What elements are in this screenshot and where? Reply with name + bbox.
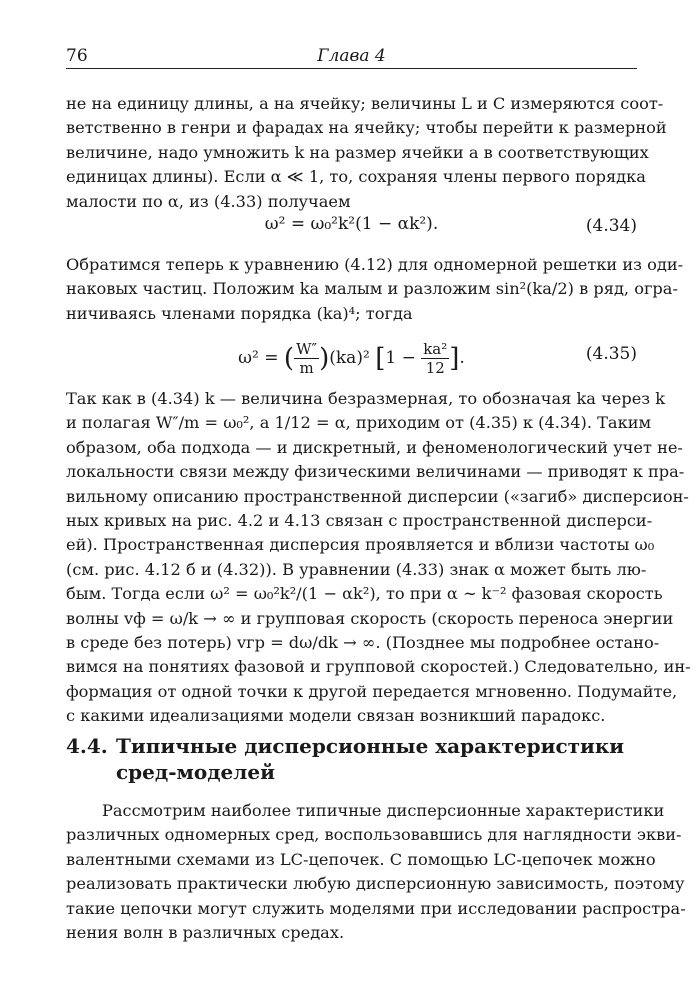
fraction-numerator: W″ [296,340,318,358]
paragraph-1 [66,92,667,214]
text-line: локальности связи между физическими величинами — приводят к пра- [66,462,685,482]
text-line: образом, оба подхода — и дискретный, и феноменологический учет не- [66,437,683,457]
text-line: в среде без потерь) vгр = dω/dk → ∞. (Позднее мы подробнее остано- [66,633,660,653]
fraction-ka2-12 [421,340,449,377]
text-line: такие цепочки могут служить моделями при исследовании распростра- [66,898,686,918]
section-number: 4.4. [66,734,108,758]
text-line: ных кривых на рис. 4.2 и 4.13 связан с пространственной дисперси- [66,511,653,531]
equation-formula: ω² = ( $\frac{W''}{m}$ )(ka)² [1 − $\frac{\text{ka²}}{12}$ ]. [238,340,465,377]
paren-open: ( [283,343,295,374]
equation-formula: ω² = ω₀²k²(1 − αk²). [264,214,439,234]
text-line: различных одномерных сред, воспользовавшись для наглядности экви- [66,825,682,845]
text-line: вильному описанию пространственной дисперсии («загиб» дисперсион- [66,486,689,506]
text-line: единицах длины). Если α ≪ 1, то, сохраняя члены первого порядка [66,167,646,187]
text-line: величине, надо умножить k на размер ячейки a в соответствующих [66,142,649,162]
text-line: формация от одной точки к другой передается мгновенно. Подумайте, [66,681,678,701]
paragraph-2 [66,253,684,326]
paragraph-3 [66,387,691,729]
chapter-title: Глава 4 [317,46,386,66]
eq-lhs: ω² = [238,348,279,368]
text-line: ей). Пространственная дисперсия проявляется и вблизи частоты ω₀ [66,535,655,555]
fraction-numerator: ka² [423,340,448,358]
text-line: ветственно в генри и фарадах на ячейку; чтобы перейти к размерной [66,118,667,138]
paragraph-4 [66,799,686,945]
section-title-line: сред-моделей [116,760,275,784]
text-line: валентными схемами из LC-цепочек. С помощью LC-цепочек можно [66,849,656,869]
equation-4-35 [66,332,637,380]
text-line: нения волн в различных средах. [66,923,345,943]
eq-one-minus: 1 − [385,348,416,368]
fraction-denominator: 12 [425,359,445,377]
text-line: не на единицу длины, а на ячейку; величины L и C измеряются соот- [66,94,664,113]
fraction-w-m [294,340,319,377]
text-line: бым. Тогда если ω² = ω₀²k²/(1 − αk²), то при α ∼ k⁻² фазовая скорость [66,584,663,604]
section-title [116,733,636,785]
equation-4-34 [66,212,637,242]
text-line: (см. рис. 4.12 б и (4.32)). В уравнении (4.33) знак α может быть лю- [66,559,647,579]
page-header [66,46,637,69]
text-line: Так как в (4.34) k — величина безразмерная, то обозначая ka через k [66,389,666,408]
bracket-close: ] [449,343,460,374]
fraction-denominator: m [299,359,314,377]
eq-ka-squared: (ka)² [329,348,370,368]
text-line: с какими идеализациями модели связан возникший парадокс. [66,706,606,726]
section-title-line: Типичные дисперсионные характеристики [116,734,625,758]
bracket-open: [ [375,343,386,374]
text-line: наковых частиц. Положим ka малым и разложим sin²(ka/2) в ряд, огра- [66,279,678,299]
text-line: Обратимся теперь к уравнению (4.12) для одномерной решетки из оди- [66,255,684,274]
page-number: 76 [66,46,88,66]
text-line: малости по α, из (4.33) получаем [66,191,351,211]
text-line: реализовать практически любую дисперсионную зависимость, поэтому [66,874,685,894]
equation-number: (4.34) [585,216,637,236]
text-line: ничиваясь членами порядка (ka)⁴; тогда [66,303,413,323]
paren-close: ) [319,343,330,374]
text-line: волны vф = ω/k → ∞ и групповая скорость (скорость переноса энергии [66,608,674,628]
text-line: Рассмотрим наиболее типичные дисперсионные характеристики [102,801,665,820]
text-line: вимся на понятиях фазовой и групповой скоростей.) Следовательно, ин- [66,657,691,677]
text-line: и полагая W″/m = ω₀², а 1/12 = α, приходим от (4.35) к (4.34). Таким [66,413,652,433]
equation-number: (4.35) [585,344,637,364]
